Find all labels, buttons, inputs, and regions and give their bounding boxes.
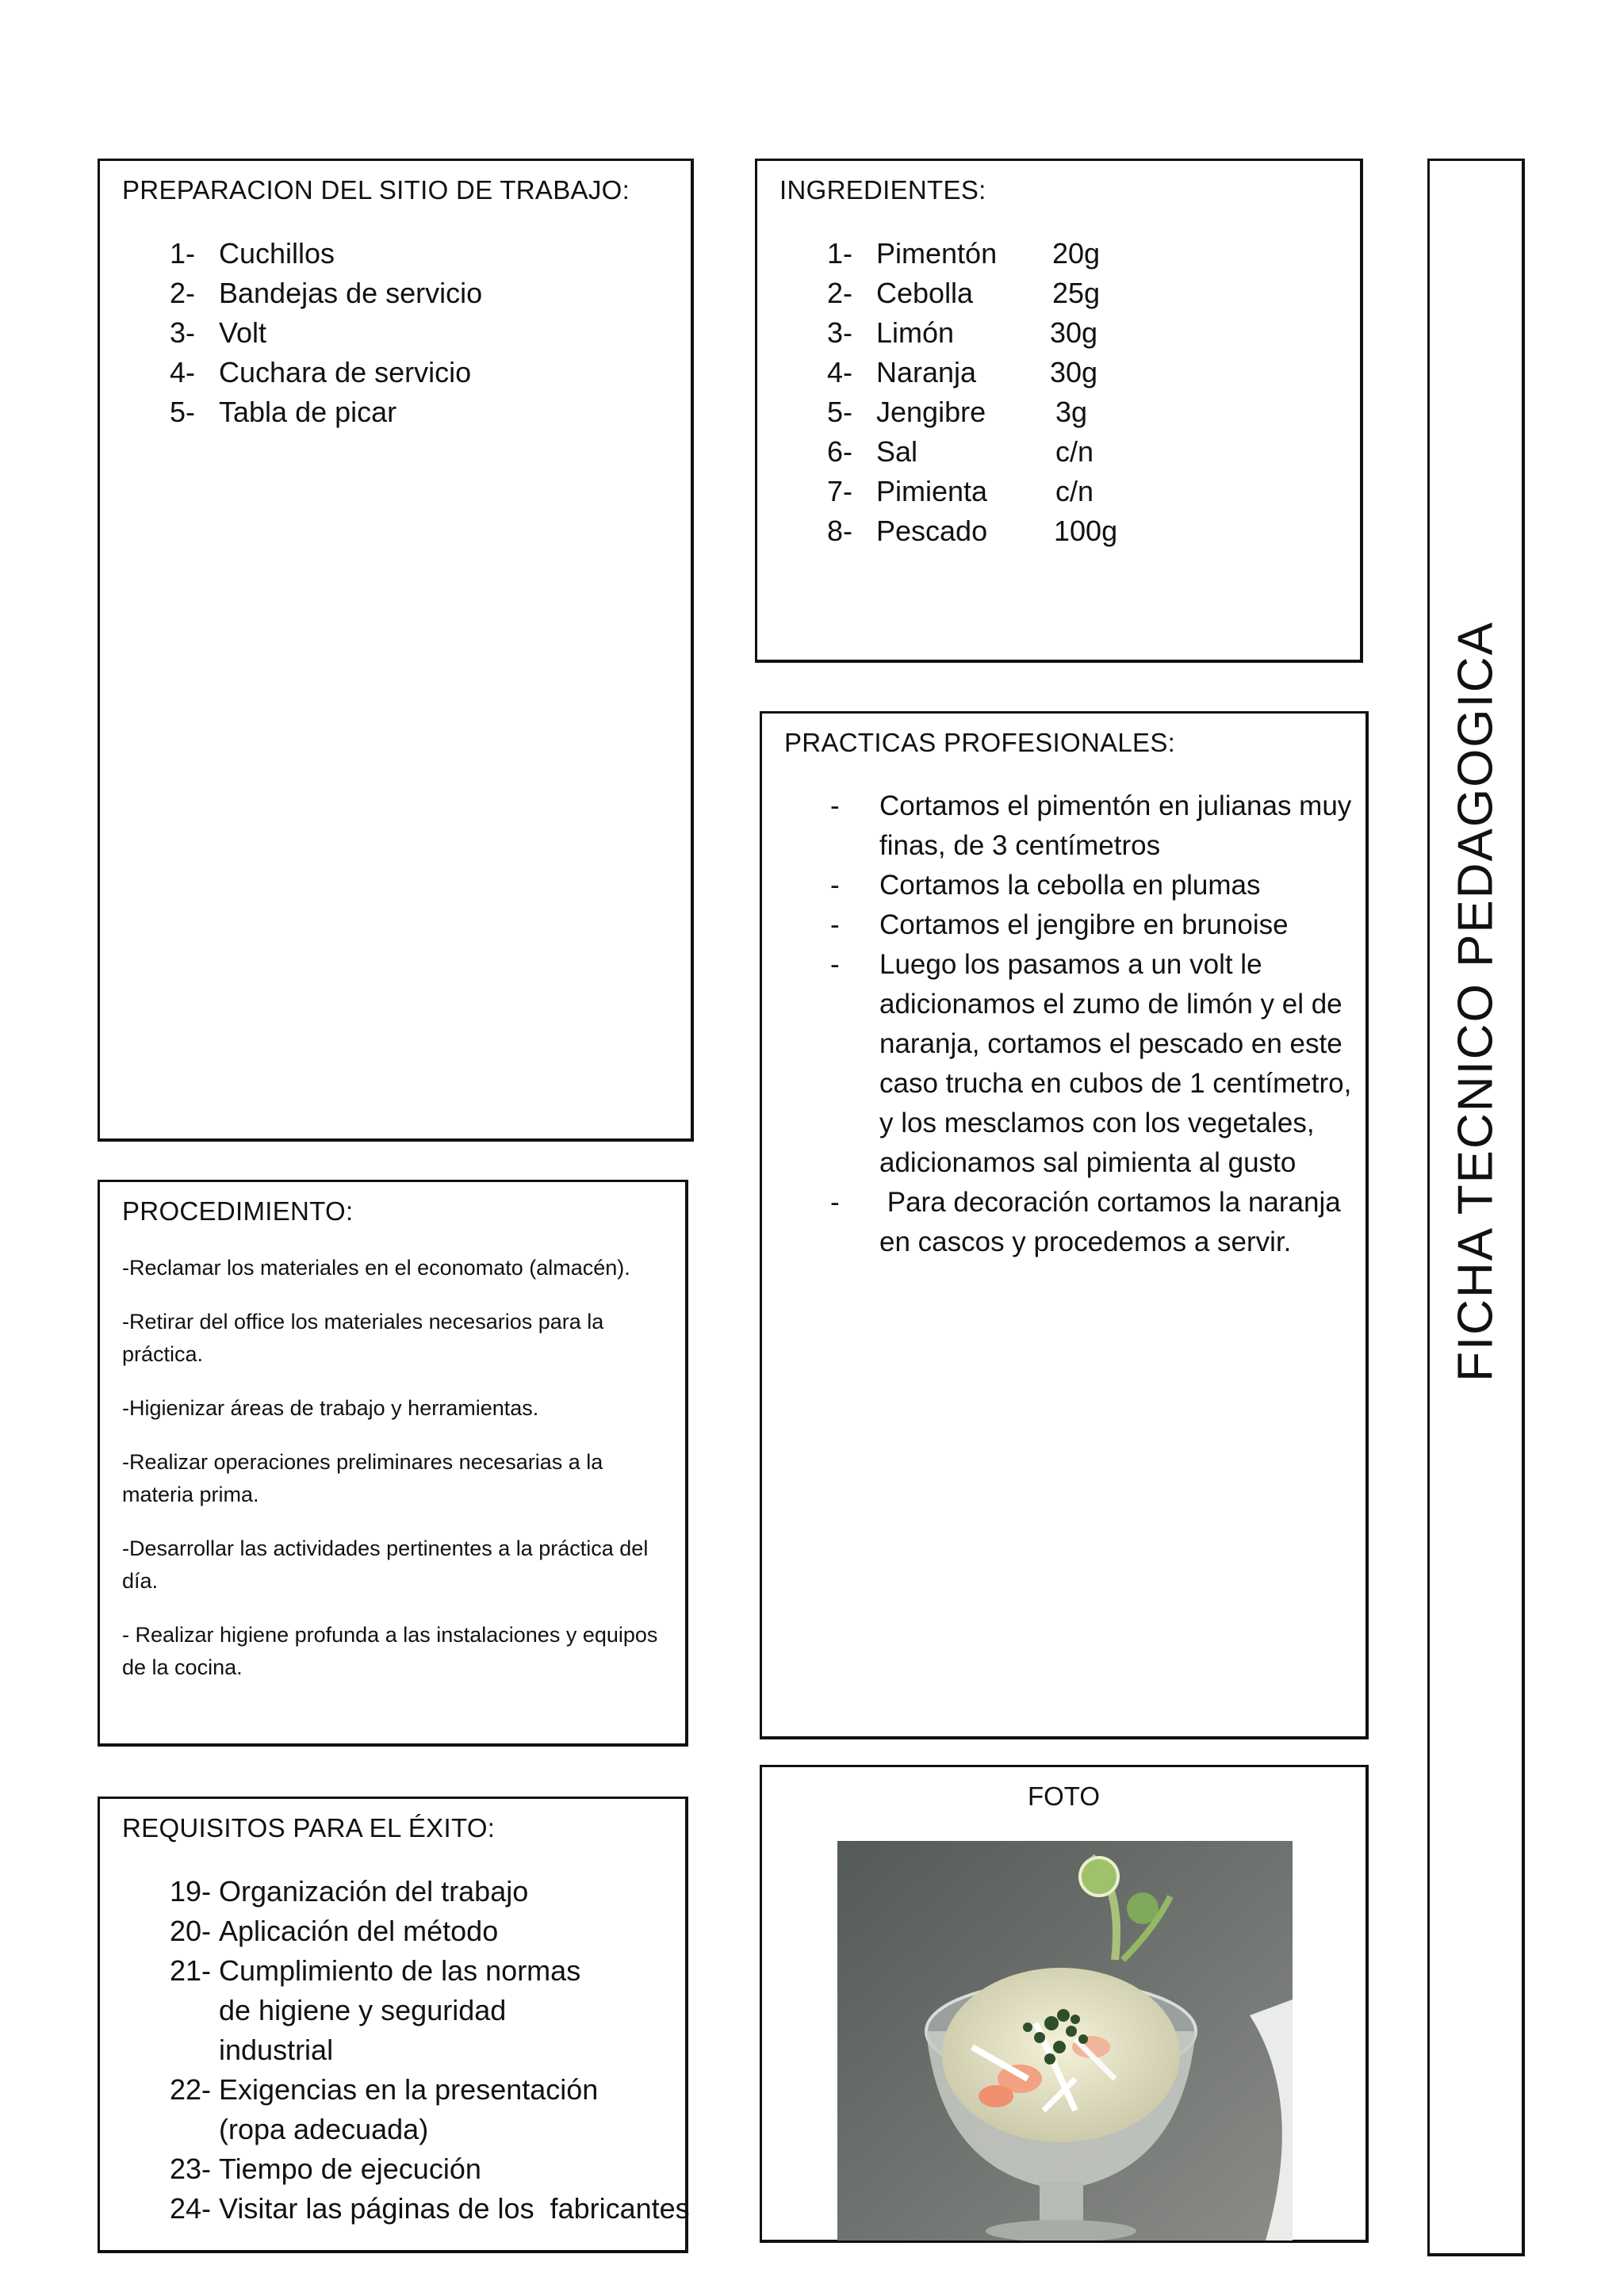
foto-label: FOTO [1027, 1781, 1101, 1811]
list-item: 1- Cuchillos [170, 237, 335, 270]
list-item: 2- Bandejas de servicio [170, 277, 483, 309]
ingredient-item: 5- Jengibre 3g [827, 396, 1088, 428]
ingredient-item: 2- Cebolla 25g [827, 277, 1101, 309]
requisitos-section [98, 1797, 688, 2253]
list-item: 19- Organización del trabajo [170, 1875, 529, 1908]
ingredientes-title: INGREDIENTES: [779, 175, 986, 205]
ingredient-item: 1- Pimentón 20g [827, 237, 1101, 270]
list-item: 5- Tabla de picar [170, 396, 397, 428]
list-item: - Para decoración cortamos la naranja en cascos y procedemos a servir. [830, 1187, 1349, 1257]
list-item: - Luego los pasamos a un volt le adicionamos el zumo de limón y el de naranja, cortamos el pescado en este caso trucha en cubos de 1 centímetro, y los mesclamos con los vegetales, adicionamos sal pimienta al gusto [830, 949, 1352, 1178]
paragraph: -Realizar operaciones preliminares necesarias a la materia prima. [122, 1450, 603, 1506]
list-item: 24- Visitar las páginas de los fabricantes [170, 2192, 690, 2225]
dish-photo [837, 1841, 1293, 2241]
ingredient-item: 8- Pescado 100g [827, 515, 1118, 547]
list-item: - Cortamos el jengibre en brunoise [830, 909, 1289, 940]
list-item: 23- Tiempo de ejecución [170, 2152, 481, 2185]
paragraph: -Desarrollar las actividades pertinentes a la práctica del día. [122, 1536, 649, 1593]
paragraph: - Realizar higiene profunda a las instalaciones y equipos de la cocina. [122, 1623, 658, 1679]
side-title: FICHA TECNICO PEDAGOGICA [1448, 621, 1503, 1382]
ingredientes-list [827, 234, 1118, 551]
foto-section [760, 1765, 1369, 2243]
requisitos-list [170, 1872, 690, 2229]
preparacion-title: PREPARACION DEL SITIO DE TRABAJO: [122, 175, 630, 205]
paragraph: -Retirar del office los materiales necesarios para la práctica. [122, 1310, 604, 1366]
list-item: 3- Volt [170, 316, 267, 349]
procedimiento-title: PROCEDIMIENTO: [122, 1196, 354, 1226]
paragraph: -Higienizar áreas de trabajo y herramientas. [122, 1396, 539, 1420]
list-item: 4- Cuchara de servicio [170, 356, 472, 388]
list-item: - Cortamos el pimentón en julianas muy finas, de 3 centímetros [830, 790, 1352, 861]
ingredient-item: 3- Limón 30g [827, 316, 1098, 349]
procedimiento-section [98, 1180, 688, 1747]
side-title-box [1427, 159, 1525, 2256]
ingredient-item: 4- Naranja 30g [827, 356, 1098, 388]
ingredient-item: 6- Sal c/n [827, 435, 1094, 468]
requisitos-title: REQUISITOS PARA EL ÉXITO: [122, 1813, 496, 1843]
practicas-list [830, 786, 1355, 1262]
list-item: 20- Aplicación del método [170, 1915, 499, 1947]
ingredientes-section [755, 159, 1363, 663]
practicas-section [760, 711, 1369, 1739]
practicas-title: PRACTICAS PROFESIONALES: [784, 728, 1176, 757]
list-item: 21- Cumplimiento de las normas de higiene y seguridad industrial [170, 1954, 581, 2066]
paragraph: -Reclamar los materiales en el economato (almacén). [122, 1256, 630, 1280]
preparacion-section [98, 159, 694, 1142]
procedimiento-text [122, 1252, 669, 1705]
dish-photo-image [837, 1841, 1293, 2241]
ingredient-item: 7- Pimienta c/n [827, 475, 1094, 507]
list-item: - Cortamos la cebolla en plumas [830, 870, 1261, 901]
preparacion-list [170, 234, 482, 432]
list-item: 22- Exigencias en la presentación (ropa adecuada) [170, 2073, 599, 2145]
